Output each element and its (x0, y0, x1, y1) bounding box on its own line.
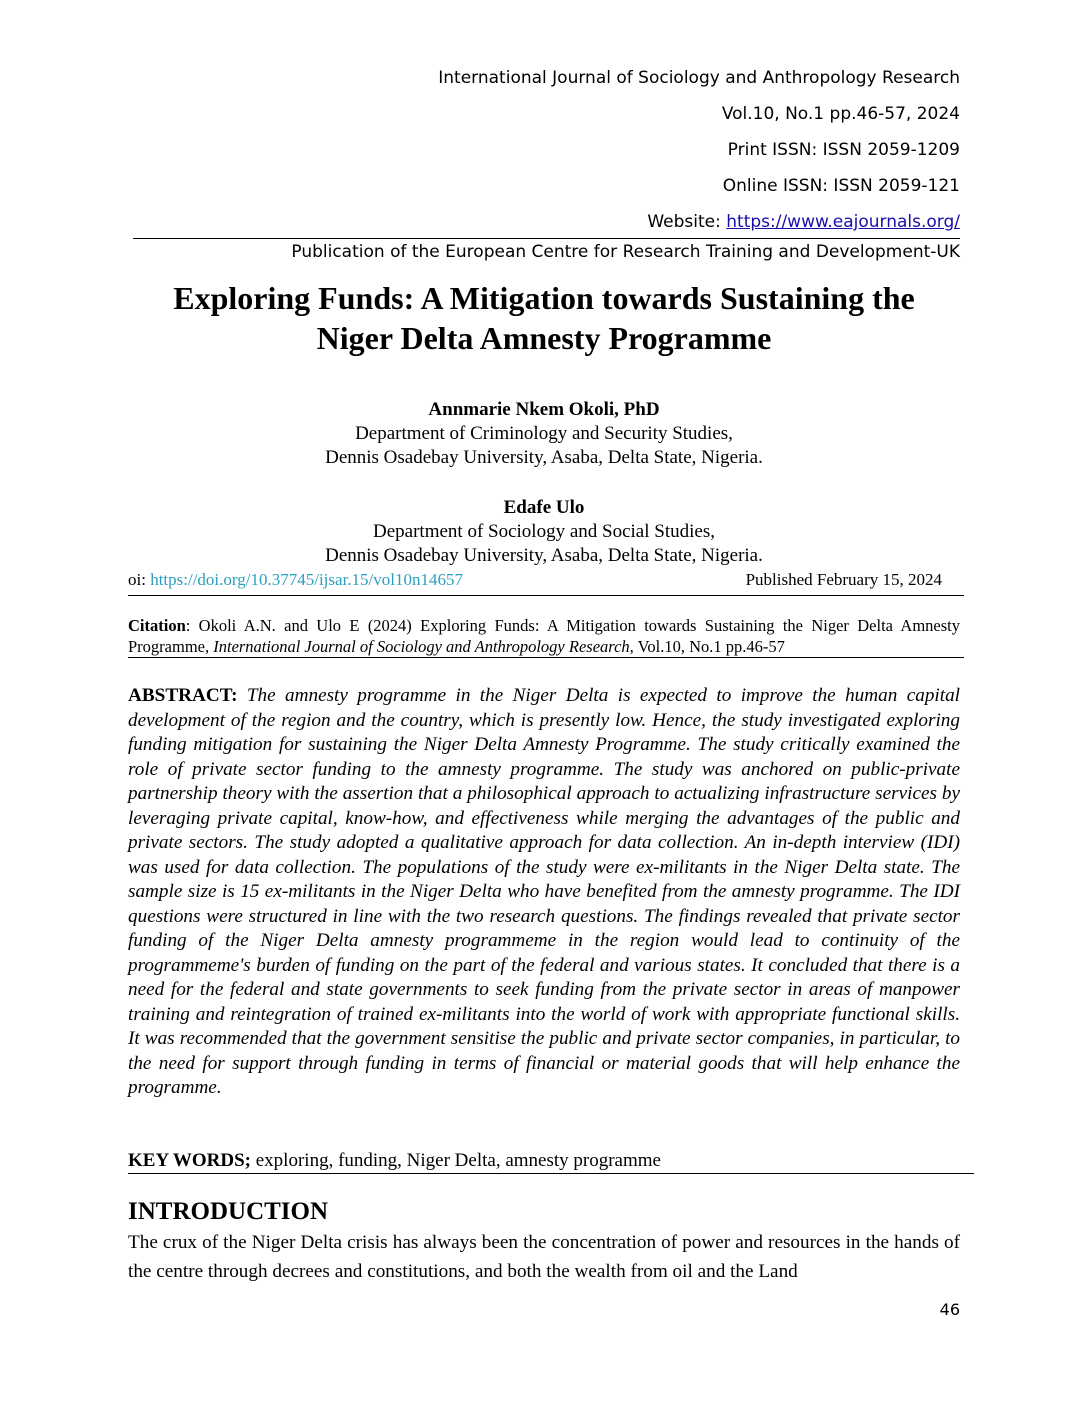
author-department: Department of Sociology and Social Studies, (373, 521, 715, 542)
citation-volume: , Vol.10, No.1 pp.46-57 (629, 637, 785, 656)
author-department: Department of Criminology and Security Studies, (355, 423, 733, 444)
section-heading: INTRODUCTION (128, 1198, 329, 1225)
volume-info: Vol.10, No.1 pp.46-57, 2024 (721, 104, 960, 124)
author-1 (120, 398, 968, 470)
intro-paragraph: The crux of the Niger Delta crisis has always been the concentration of power and resources in the hands of the centre through decrees and constitutions, and both the wealth from oil and the Land (128, 1232, 960, 1282)
doi (128, 569, 463, 591)
title-line-2: Niger Delta Amnesty Programme (316, 320, 772, 356)
divider (128, 657, 964, 658)
journal-header (438, 60, 960, 240)
author-name: Edafe Ulo (503, 497, 585, 518)
abstract (128, 684, 960, 1101)
author-institution: Dennis Osadebay University, Asaba, Delta State, Nigeria. (325, 545, 763, 566)
author-name: Annmarie Nkem Okoli, PhD (428, 399, 660, 420)
published-date: Published February 15, 2024 (745, 570, 942, 589)
doi-prefix: oi: (128, 570, 151, 589)
website-link[interactable]: https://www.eajournals.org/ (726, 212, 960, 232)
journal-name: International Journal of Sociology and Anthropology Research (438, 68, 960, 88)
print-issn: Print ISSN: ISSN 2059-1209 (727, 140, 960, 160)
paper-title (110, 278, 978, 358)
keywords-text: exploring, funding, Niger Delta, amnesty programme (251, 1150, 661, 1171)
citation-label: Citation (128, 616, 186, 635)
citation-text: : Okoli A.N. and Ulo E (2024) Exploring Funds: A Mitigation towards Sustaining the Niger Delta Amnesty Programme, (128, 616, 960, 656)
abstract-label: ABSTRACT: (128, 685, 238, 706)
website-line (438, 204, 960, 240)
author-institution: Dennis Osadebay University, Asaba, Delta State, Nigeria. (325, 447, 763, 468)
abstract-text: The amnesty programme in the Niger Delta is expected to improve the human capital development of the region and the country, which is presently low. Hence, the study investigated exploring funding mitigation for sustaining the Niger Delta Amnesty Programme. The study critically examined the role of private sector funding to the amnesty programme. The study was anchored on public-private partnership theory with the assertion that a philosophical approach to actualizing infrastructure services by leveraging private capital, know-how, and effectiveness while merging the advantages of the public and private sectors. The study adopted a qualitative approach for data collection. An in-depth interview (IDI) was used for data collection. The populations of the study were ex-militants in the Niger Delta state. The sample size is 15 ex-militants in the Niger Delta who have benefited from the amnesty programme. The IDI questions were structured in line with the two research questions. The findings revealed that private sector funding of the Niger Delta amnesty programmeme in the region would lead to continuity of the programmeme's burden of funding on the part of the federal and various states. It concluded that there is a need for the federal and state governments to seek funding from the private sector in areas of manpower training and reintegration of trained ex-militants into the world of work with appropriate functional skills. It was recommended that the government sensitise the public and private sector companies, in particular, to the need for support through funding in terms of financial or material goods that will help enhance the programme. (128, 685, 960, 1098)
author-2 (120, 496, 968, 568)
divider (128, 1173, 974, 1174)
keywords (128, 1149, 960, 1173)
title-line-1: Exploring Funds: A Mitigation towards Sustaining the (173, 280, 915, 316)
divider (128, 595, 964, 596)
website-label: Website: (647, 212, 727, 232)
online-issn: Online ISSN: ISSN 2059-121 (722, 176, 960, 196)
keywords-label: KEY WORDS; (128, 1150, 251, 1171)
publisher-line: Publication of the European Centre for Research Training and Development-UK (133, 238, 960, 265)
citation-journal: International Journal of Sociology and Anthropology Research (213, 637, 630, 656)
doi-row (128, 569, 942, 591)
doi-link[interactable]: https://doi.org/10.37745/ijsar.15/vol10n14657 (150, 570, 463, 589)
page-number: 46 (939, 1300, 960, 1319)
citation (128, 615, 960, 657)
